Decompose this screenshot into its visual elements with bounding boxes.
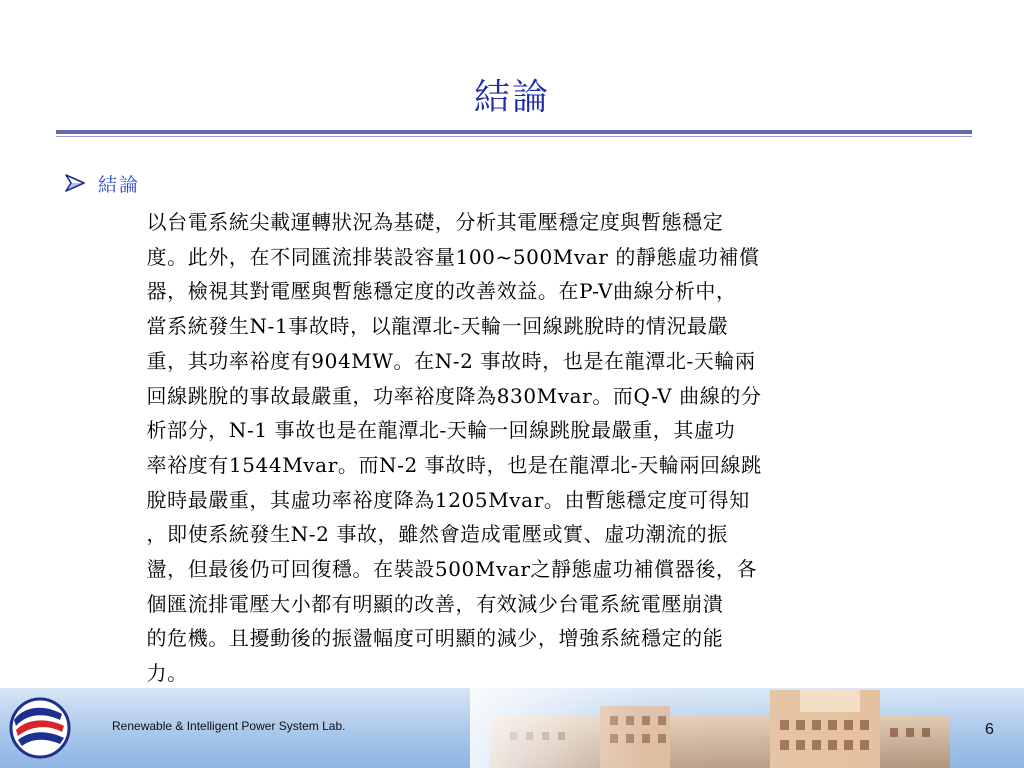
slide-title: 結論 bbox=[473, 77, 550, 118]
body-line: ，即使系統發生N-2 事故，雖然會造成電壓或實、虛功潮流的振 bbox=[146, 522, 728, 547]
body-line: 脫時最嚴重，其虛功率裕度降為1205Mvar。由暫態穩定度可得知 bbox=[146, 487, 750, 512]
lab-logo-icon bbox=[4, 696, 76, 760]
body-line: 度。此外，在不同匯流排裝設容量100~500Mvar 的靜態虛功補償 bbox=[146, 244, 760, 269]
bullet-row bbox=[64, 170, 140, 196]
body-paragraph bbox=[146, 205, 968, 691]
lab-name: Renewable & Intelligent Power System Lab. bbox=[112, 719, 346, 733]
body-line: 以台電系統尖載運轉狀況為基礎，分析其電壓穩定度與暫態穩定 bbox=[146, 210, 724, 234]
body-line: 回線跳脫的事故最嚴重，功率裕度降為830Mvar。而Q-V 曲線的分 bbox=[146, 383, 762, 408]
body-line: 盪，但最後仍可回復穩。在裝設500Mvar之靜態虛功補償器後，各 bbox=[146, 557, 758, 582]
body-line: 率裕度有1544Mvar。而N-2 事故時，也是在龍潭北-天輪兩回線跳 bbox=[146, 452, 762, 477]
body-line: 重，其功率裕度有904MW。在N-2 事故時，也是在龍潭北-天輪兩 bbox=[146, 348, 756, 373]
title-divider-thin bbox=[56, 136, 972, 137]
arrow-bullet-icon bbox=[64, 173, 86, 193]
footer-bar bbox=[0, 688, 1024, 768]
body-line: 析部分，N-1 事故也是在龍潭北-天輪一回線跳脫最嚴重，其虛功 bbox=[146, 418, 736, 443]
body-line: 力。 bbox=[146, 661, 188, 686]
bullet-label: 結論 bbox=[98, 173, 141, 196]
title-divider bbox=[56, 130, 972, 134]
body-line: 個匯流排電壓大小都有明顯的改善，有效減少台電系統電壓崩潰 bbox=[146, 591, 724, 616]
body-line: 器，檢視其對電壓與暫態穩定度的改善效益。在P-V曲線分析中， bbox=[146, 279, 737, 304]
campus-building-photo bbox=[470, 688, 970, 768]
page-number: 6 bbox=[985, 721, 994, 738]
body-line: 當系統發生N-1事故時，以龍潭北-天輪一回線跳脫時的情況最嚴 bbox=[146, 314, 729, 339]
body-line: 的危機。且擾動後的振盪幅度可明顯的減少，增強系統穩定的能 bbox=[146, 626, 724, 651]
